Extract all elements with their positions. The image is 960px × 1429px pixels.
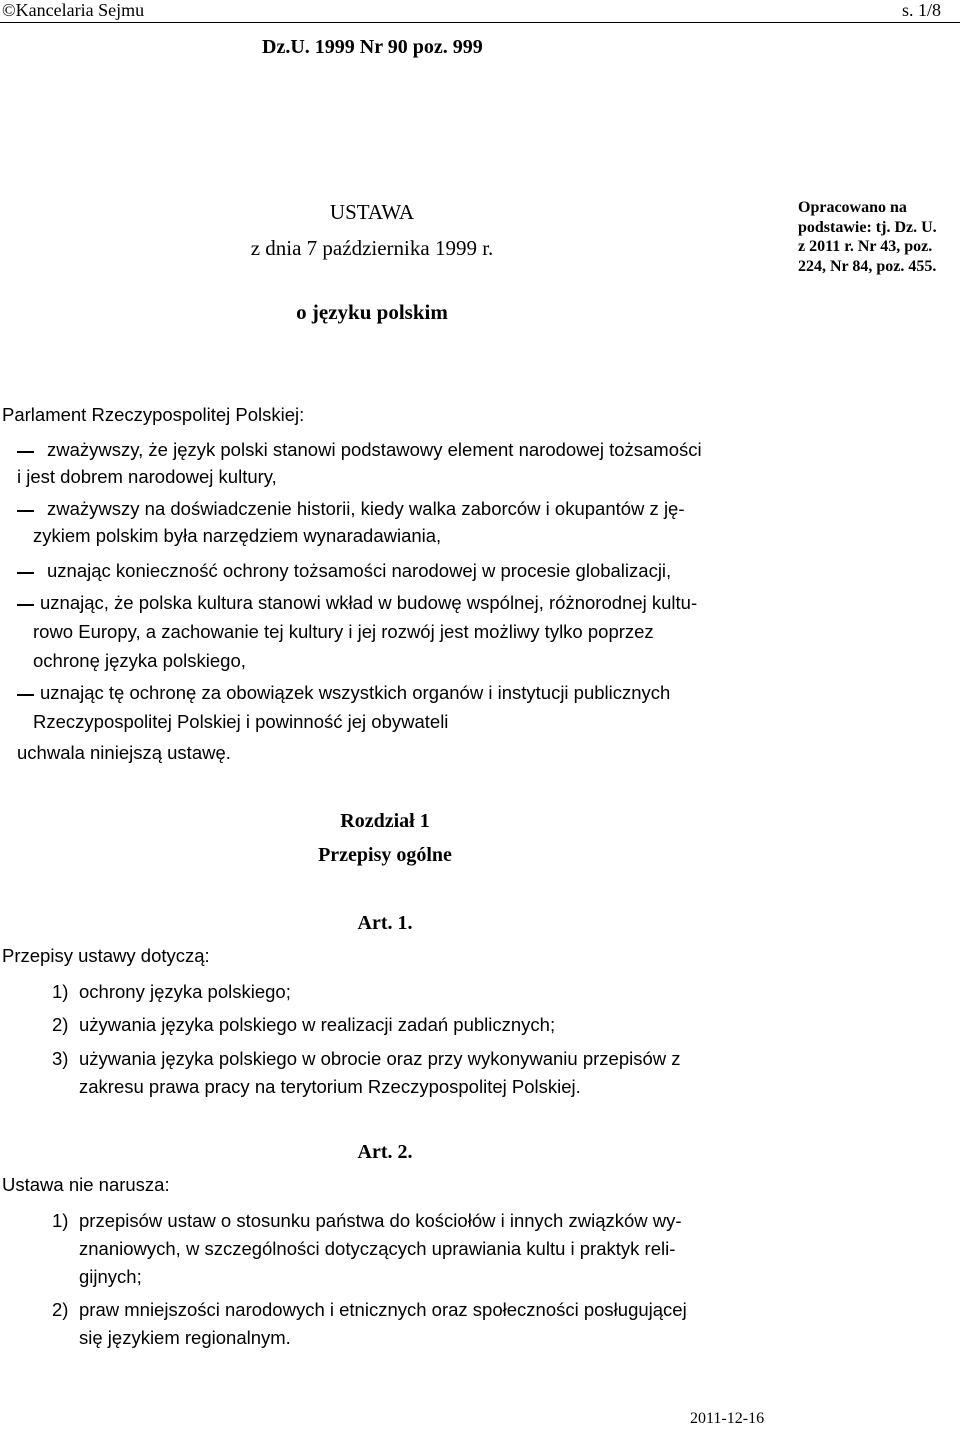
- list-item-text: się językiem regionalnym.: [79, 1327, 291, 1348]
- list-item-text: przepisów ustaw o stosunku państwa do kościołów i innych związków wy-: [79, 1210, 682, 1231]
- recital-dash: [17, 694, 34, 696]
- source-note-line: z 2011 r. Nr 43, poz.: [798, 238, 933, 255]
- source-note-line: 224, Nr 84, poz. 455.: [798, 257, 937, 275]
- preamble-intro: Parlament Rzeczypospolitej Polskiej:: [2, 404, 305, 425]
- list-item-text: ochrony języka polskiego;: [79, 981, 291, 1002]
- source-note: [798, 198, 960, 276]
- list-item-text: znaniowych, w szczególności dotyczących uprawiania kultu i praktyk reli-: [79, 1238, 676, 1259]
- recital-line: i jest dobrem narodowej kultury,: [17, 466, 277, 487]
- recital-line: rowo Europy, a zachowanie tej kultury i jej rozwój jest możliwy tylko poprzez: [33, 621, 654, 642]
- list-item-text: używania języka polskiego w obrocie oraz przy wykonywaniu przepisów z: [79, 1048, 681, 1069]
- header-rule: [0, 22, 960, 23]
- recital-line: uznając konieczność ochrony tożsamości narodowej w procesie globalizacji,: [47, 560, 672, 581]
- article-2-label: Art. 2.: [357, 1141, 413, 1163]
- list-item-text: zakresu prawa pracy na terytorium Rzeczypospolitej Polskiej.: [79, 1076, 581, 1097]
- header-copyright: ©Kancelaria Sejmu: [2, 0, 145, 20]
- header-page-number: s. 1/8: [902, 0, 942, 20]
- act-subject: o języku polskim: [296, 300, 448, 324]
- recital-line: uznając tę ochronę za obowiązek wszystkich organów i instytucji publicznych: [40, 682, 671, 703]
- list-item-text: praw mniejszości narodowych i etnicznych oraz społeczności posługującej: [79, 1299, 687, 1320]
- article-1-intro: Przepisy ustawy dotyczą:: [2, 945, 210, 966]
- source-note-line: podstawie: tj. Dz. U.: [798, 218, 937, 236]
- list-item-number: 1): [52, 981, 69, 1002]
- list-item-text: używania języka polskiego w realizacji zadań publicznych;: [79, 1014, 556, 1035]
- recital-dash: [17, 451, 34, 453]
- journal-reference: Dz.U. 1999 Nr 90 poz. 999: [262, 36, 483, 58]
- article-2-intro: Ustawa nie narusza:: [2, 1174, 170, 1195]
- list-item-number: 1): [52, 1210, 69, 1231]
- act-type: USTAWA: [329, 200, 415, 224]
- recital-line: zważywszy na doświadczenie historii, kiedy walka zaborców i okupantów z ję-: [47, 498, 685, 519]
- source-note-line: Opracowano na: [798, 199, 907, 216]
- chapter-number: Rozdział 1: [340, 810, 430, 832]
- recital-line: ochronę języka polskiego,: [33, 650, 246, 671]
- recital-dash: [17, 604, 34, 606]
- recital-line: uznając, że polska kultura stanowi wkład w budowę wspólnej, różnorodnej kultu-: [40, 592, 698, 613]
- recital-line: zykiem polskim była narzędziem wynaradawiania,: [33, 525, 442, 546]
- list-item-number: 3): [52, 1048, 69, 1069]
- recital-dash: [17, 510, 34, 512]
- list-item-number: 2): [52, 1299, 69, 1320]
- list-item-number: 2): [52, 1014, 69, 1035]
- recital-dash: [17, 572, 34, 574]
- chapter-title: Przepisy ogólne: [318, 844, 452, 866]
- preamble-closing: uchwala niniejszą ustawę.: [17, 742, 231, 763]
- list-item-text: gijnych;: [79, 1266, 142, 1287]
- act-date: z dnia 7 października 1999 r.: [250, 236, 494, 260]
- recital-line: Rzeczypospolitej Polskiej i powinność jej obywateli: [33, 711, 449, 732]
- recital-line: zważywszy, że język polski stanowi podstawowy element narodowej tożsamości: [47, 439, 702, 460]
- footer-date: 2011-12-16: [690, 1410, 765, 1427]
- article-1-label: Art. 1.: [357, 912, 413, 934]
